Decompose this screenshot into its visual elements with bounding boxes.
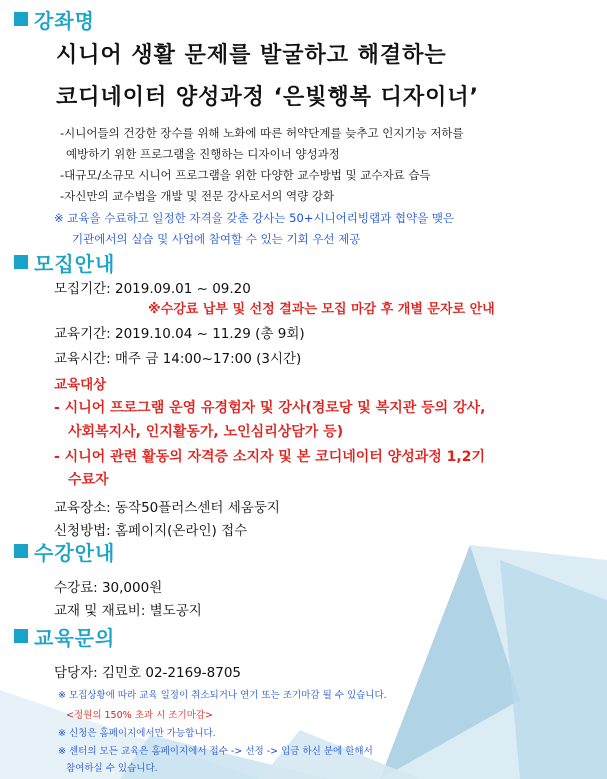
inquiry-note3-line1: ※ 센터의 모든 교육은 홈페이지에서 접수 -> 선정 -> 입금 하신 분에 한해서 [58,746,373,757]
course-bullet: -시니어들의 건강한 장수를 위해 노화에 따른 허약단계를 늦추고 인지기능 저하를 [60,126,464,140]
edu-period: 교육기간: 2019.10.04 ~ 11.29 (총 9회) [54,326,305,342]
course-note-line2: 기관에서의 실습 및 사업에 참여할 수 있는 기회 우선 제공 [72,232,361,246]
section-square-icon [14,544,28,558]
section-square-icon [14,12,28,26]
course-note-line1: ※ 교육을 수료하고 일정한 자격을 갖춘 강사는 50+시니어리빙랩과 협약을 맺은 [54,211,455,225]
inquiry-contact: 담당자: 김민호 02-2169-8705 [54,665,242,681]
course-bullet: -대규모/소규모 시니어 프로그램을 위한 다양한 교수방법 및 교수자료 습득 [60,168,431,182]
inquiry-note2: ※ 신청은 홈페이지에서만 가능합니다. [58,728,216,739]
recruit-period-note: ※수강료 납부 및 선정 결과는 모집 마감 후 개별 문자로 안내 [148,302,495,317]
target-label: 교육대상 [54,377,107,393]
section-inquiry-header [14,624,115,648]
edu-place: 교육장소: 동작50플러스센터 세움둥지 [54,500,280,516]
tuition-fee: 수강료: 30,000원 [54,580,163,596]
recruit-period: 모집기간: 2019.09.01 ~ 09.20 [54,281,251,297]
inquiry-note3-line2: 참여하실 수 있습니다. [66,763,158,774]
tuition-materials: 교재 및 재료비: 별도공지 [54,603,202,619]
course-bullet: -자신만의 교수법을 개발 및 전문 강사로서의 역량 강화 [60,189,335,203]
course-title-line2: 코디네이터 양성과정 ‘은빛행복 디자이너’ [56,85,479,110]
target2-line1: - 시니어 관련 활동의 자격증 소지자 및 본 코디네이터 양성과정 1,2기 [54,449,485,465]
section-title: 모집안내 [34,251,116,276]
section-title: 수강안내 [34,540,116,565]
course-bullet: 예방하기 위한 프로그램을 진행하는 디자이너 양성과정 [66,147,340,161]
section-course-header [14,7,95,31]
section-title: 교육문의 [34,625,116,650]
section-title: 강좌명 [34,8,95,33]
section-tuition-header [14,539,115,563]
section-square-icon [14,629,28,643]
target2-line2: 수료자 [68,472,109,488]
apply-method: 신청방법: 홈페이지(온라인) 접수 [54,523,248,539]
target1-line1: - 시니어 프로그램 운영 유경험자 및 강사(경로당 및 복지관 등의 강사, [54,400,486,416]
target1-line2: 사회복지사, 인지활동가, 노인심리상담가 등) [68,424,344,440]
inquiry-note1-sub: <정원의 150% 초과 시 조기마감> [66,710,213,721]
section-square-icon [14,255,28,269]
edu-time: 교육시간: 매주 금 14:00~17:00 (3시간) [54,351,302,367]
section-recruit-header [14,250,115,274]
inquiry-note1: ※ 모집상황에 따라 교육 일정이 취소되거나 연기 또는 조기마감 될 수 있습니다. [58,690,387,701]
course-title-line1: 시니어 생활 문제를 발굴하고 해결하는 [56,43,447,68]
